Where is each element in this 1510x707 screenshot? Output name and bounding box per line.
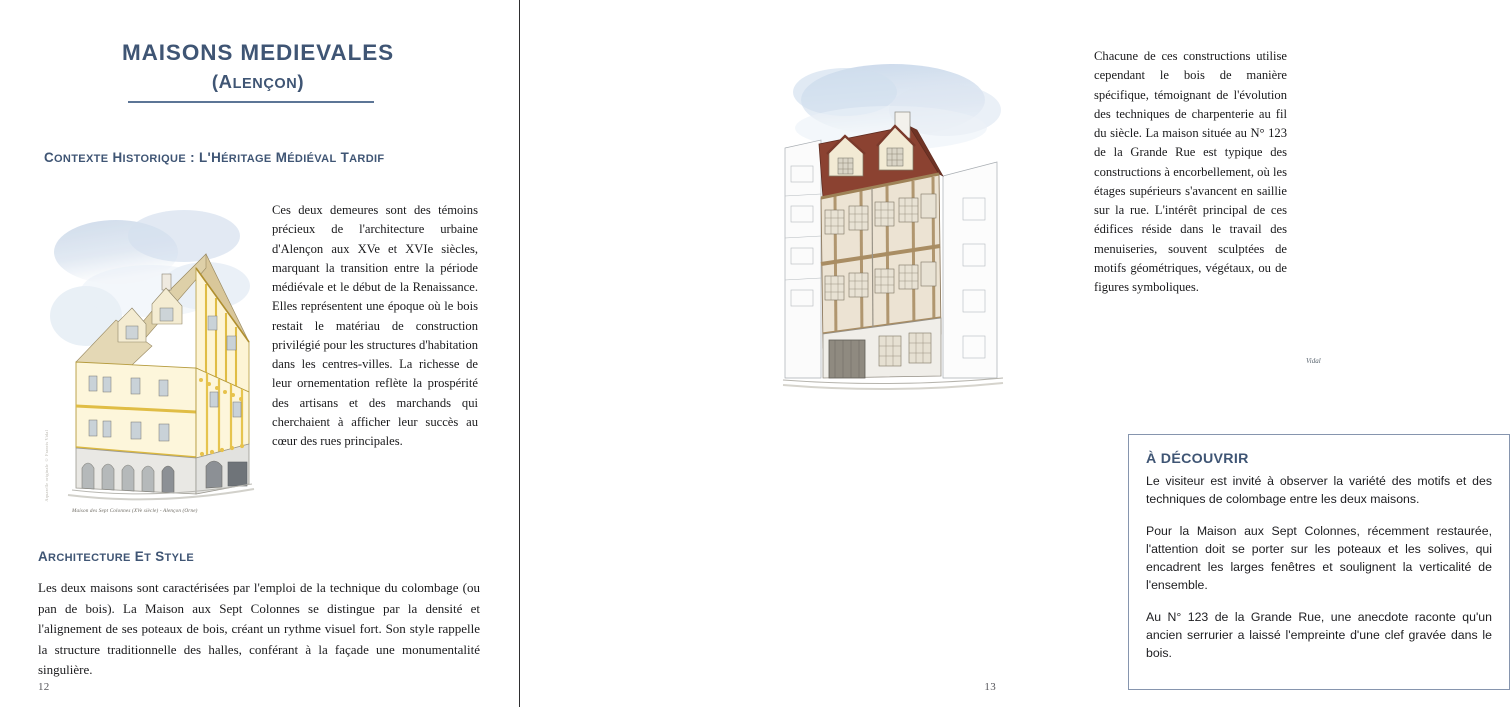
illustration-caption: Maison des Sept Colonnes (XVe siècle) - Alençon (Orne)	[72, 508, 198, 514]
callout-paragraph-3: Au N° 123 de la Grande Rue, une anecdote raconte qu'un ancien serrurier a laissé l'empreinte d'une clef gravée dans le bois.	[1146, 610, 1492, 660]
callout-paragraph-1: Le visiteur est invité à observer la variété des motifs et des techniques de colombage entre les deux maisons.	[1146, 474, 1492, 506]
callout-title: À DÉCOUVRIR	[1146, 451, 1249, 467]
title-rule	[128, 101, 374, 103]
callout-paragraph-2: Pour la Maison aux Sept Colonnes, récemment restaurée, l'attention doit se porter sur les poteaux et les solives, qui encadrent les larges fenêtres et soulignent la verticalité de l'ensemble.	[1146, 524, 1492, 592]
heading-contexte-historique: CONTEXTE HISTORIQUE : L'HÉRITAGE MÉDIÉVAL TARDIF	[44, 150, 385, 165]
paragraph-architecture: Les deux maisons sont caractérisées par l'emploi de la technique du colombage (ou pan de bois). La Maison aux Sept Colonnes se distingue par la densité et l'alignement de ses poteaux de bois, créant un rythme visuel fort. Son style rappelle la structure traditionnelle des halles, conférant à la façade une monumentalité singulière.	[38, 580, 480, 677]
illustration-maison-123-grande-rue	[783, 48, 1005, 410]
page-subtitle: (ALENÇON)	[211, 71, 305, 92]
page-number-right: 13	[984, 681, 996, 693]
right-page	[520, 0, 1492, 707]
illustration-credit: Aquarelle originale © Francis Vidal	[44, 430, 49, 502]
page-number-left: 12	[38, 681, 50, 693]
callout-a-decouvrir	[1128, 434, 1510, 690]
left-page	[0, 0, 519, 707]
paragraph-contexte: Ces deux demeures sont des témoins précieux de l'architecture urbaine d'Alençon aux XVe et XVIe siècles, marquant la transition entre la période médiévale et le début de la Renaissance. Elles représentent une époque où le bois restait le matériau de construction privilégié pour les structures d'habitation dans les centres-villes. La richesse de leur ornementation reflète la prospérité des artisans et des marchands qui cherchaient à afficher leur succès au cœur des rues principales.	[272, 203, 478, 448]
paragraph-constructions: Chacune de ces constructions utilise cependant le bois de manière spécifique, témoignant de l'évolution des techniques de charpenterie au fil du siècle. La maison située au N° 123 de la Grande Rue est typique des constructions à encorbellement, où les étages supérieurs s'avancent en saillie sur la rue. L'intérêt principal de ces édifices réside dans le travail des menuiseries, souvent sculptées de motifs géométriques, végétaux, ou de figures symboliques.	[1094, 49, 1287, 294]
heading-architecture-et-style: ARCHITECTURE ET STYLE	[38, 549, 195, 564]
page-title: MAISONS MEDIEVALES	[121, 40, 395, 65]
illustration-signature: Vidal	[1306, 357, 1321, 365]
illustration-maison-sept-colonnes	[56, 196, 260, 508]
